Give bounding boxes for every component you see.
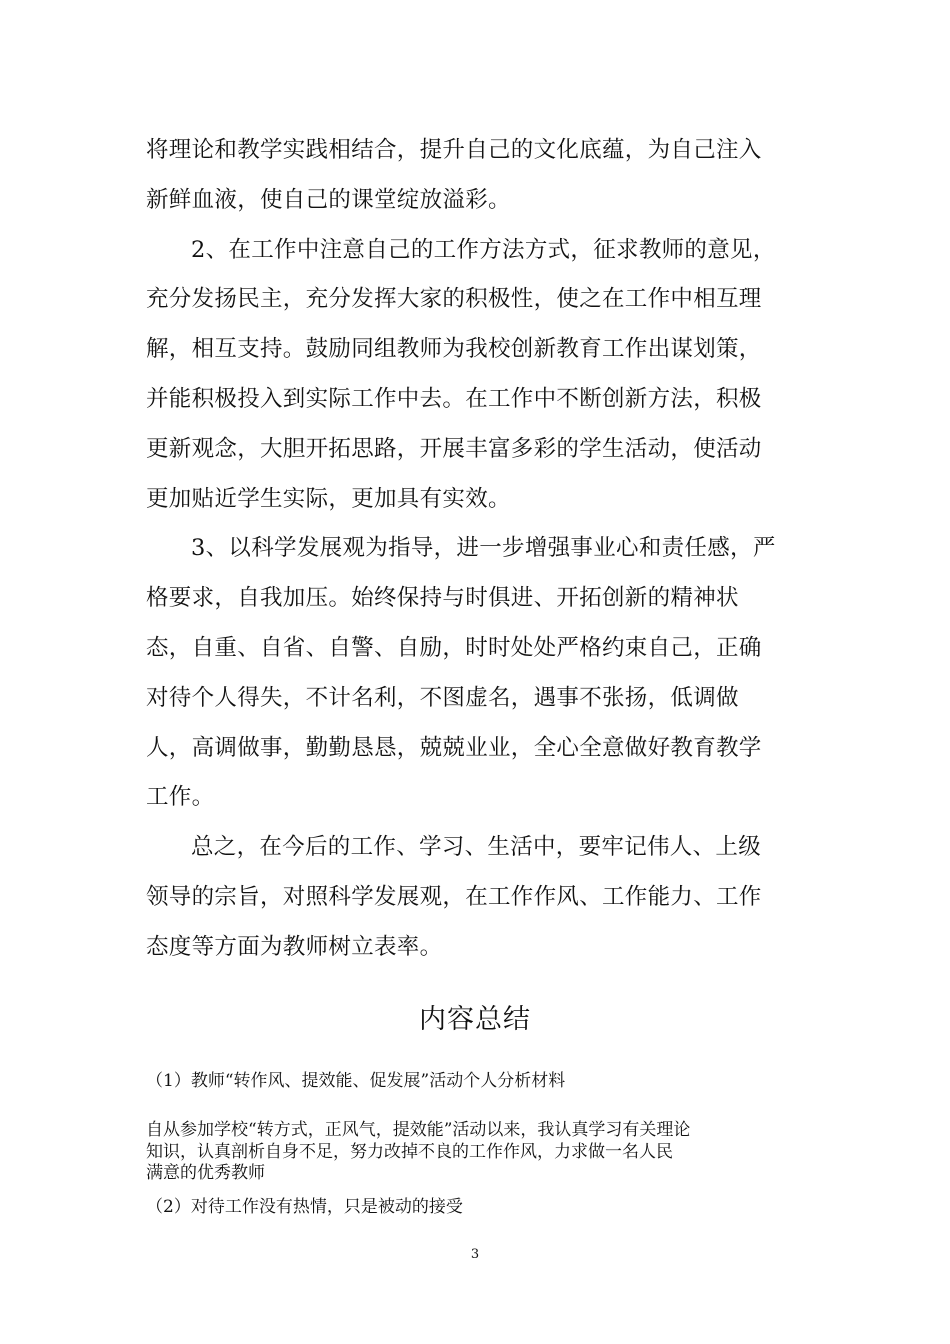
body-line: 3、以科学发展观为指导，进一步增强事业心和责任感，严: [191, 535, 776, 562]
summary-title: 内容总结: [419, 1004, 531, 1035]
body-line: 工作。: [146, 784, 215, 811]
body-line: 态，自重、自省、自警、自励，时时处处严格约束自己，正确: [146, 634, 762, 661]
body-line: 2、在工作中注意自己的工作方法方式，征求教师的意见，: [191, 236, 776, 263]
page-number: 3: [470, 1247, 480, 1262]
summary-paragraph: [146, 1120, 826, 1185]
body-text: [146, 126, 798, 973]
summary-item-2: （2）对待工作没有热情，只是被动的接受: [146, 1197, 463, 1217]
summary-paragraph-line: 知识，认真剖析自身不足，努力改掉不良的工作作风，力求做一名人民: [146, 1141, 673, 1162]
summary-item-1: （1）教师“转作风、提效能、促发展”活动个人分析材料: [146, 1071, 566, 1091]
body-line: 格要求，自我加压。始终保持与时俱进、开拓创新的精神状: [146, 585, 739, 612]
body-line: 并能积极投入到实际工作中去。在工作中不断创新方法，积极: [146, 385, 762, 412]
summary-paragraph-line: 自从参加学校“转方式，正风气，提效能”活动以来，我认真学习有关理论: [146, 1120, 691, 1140]
body-line: 人，高调做事，勤勤恳恳，兢兢业业，全心全意做好教育教学: [146, 734, 762, 761]
body-line: 将理论和教学实践相结合，提升自己的文化底蕴，为自己注入: [146, 137, 762, 163]
body-line: 解，相互支持。鼓励同组教师为我校创新教育工作出谋划策，: [146, 336, 762, 363]
body-line: 更新观念，大胆开拓思路，开展丰富多彩的学生活动，使活动: [146, 435, 762, 462]
body-line: 态度等方面为教师树立表率。: [146, 933, 443, 960]
body-line: 总之，在今后的工作、学习、生活中，要牢记伟人、上级: [191, 834, 762, 861]
body-line: 领导的宗旨，对照科学发展观，在工作作风、工作能力、工作: [146, 883, 762, 910]
body-line: 对待个人得失，不计名利，不图虚名，遇事不张扬，低调做: [146, 684, 739, 711]
body-line: 更加贴近学生实际，更加具有实效。: [146, 485, 511, 512]
body-line: 新鲜血液，使自己的课堂绽放溢彩。: [146, 186, 511, 213]
body-line: 充分发扬民主，充分发挥大家的积极性，使之在工作中相互理: [146, 286, 762, 313]
summary-paragraph-line: 满意的优秀教师: [146, 1163, 265, 1183]
